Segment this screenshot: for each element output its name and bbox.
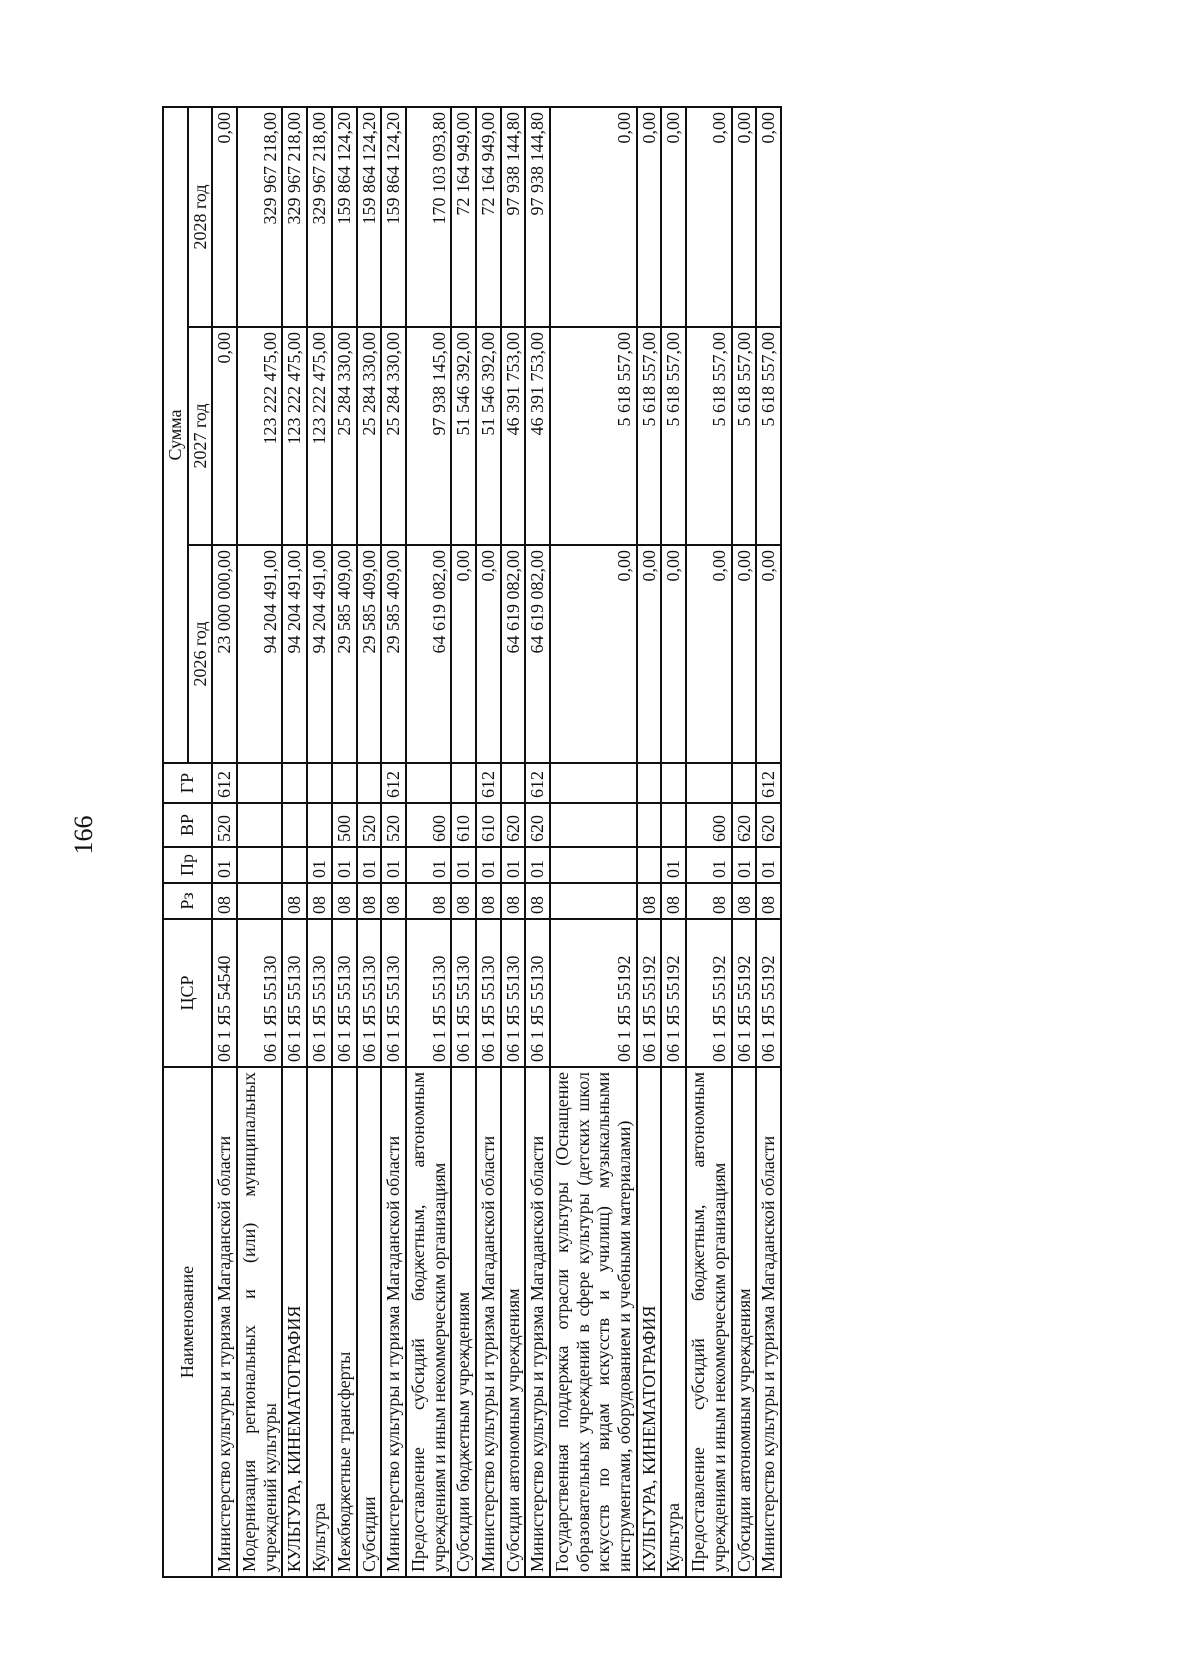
cell-gr: 612 (756, 763, 781, 803)
cell-gr: 612 (212, 763, 237, 803)
table-row (307, 107, 332, 1577)
cell-2027: 46 391 753,00 (525, 327, 550, 545)
cell-vr (637, 803, 662, 847)
cell-name: КУЛЬТУРА, КИНЕМАТОГРАФИЯ (637, 1067, 662, 1577)
cell-pr (637, 847, 662, 883)
cell-rz: 08 (381, 883, 406, 919)
header-2026: 2026 год (188, 545, 213, 763)
cell-csr: 06 1 Я5 55130 (525, 919, 550, 1067)
cell-gr (332, 763, 357, 803)
cell-vr: 620 (525, 803, 550, 847)
table-row (357, 107, 382, 1577)
cell-2026: 94 204 491,00 (237, 545, 282, 763)
cell-rz: 08 (637, 883, 662, 919)
cell-2028: 0,00 (756, 107, 781, 327)
cell-csr: 06 1 Я5 55192 (686, 919, 731, 1067)
header-pr: Пр (163, 847, 212, 883)
cell-pr: 01 (406, 847, 451, 883)
cell-csr: 06 1 Я5 55192 (637, 919, 662, 1067)
cell-vr (307, 803, 332, 847)
cell-2027: 5 618 557,00 (550, 327, 637, 545)
table-row (501, 107, 526, 1577)
cell-csr: 06 1 Я5 55130 (307, 919, 332, 1067)
cell-pr: 01 (381, 847, 406, 883)
cell-name: Министерство культуры и туризма Магаданской области (756, 1067, 781, 1577)
cell-rz: 08 (756, 883, 781, 919)
table-row (476, 107, 501, 1577)
cell-2026: 0,00 (661, 545, 686, 763)
cell-gr (451, 763, 476, 803)
cell-2028: 0,00 (686, 107, 731, 327)
cell-gr (282, 763, 307, 803)
cell-2027: 5 618 557,00 (686, 327, 731, 545)
cell-name: Предоставление субсидий бюджетным, автономным учреждениям и иным некоммерческим организациям (406, 1067, 451, 1577)
header-csr: ЦСР (163, 919, 212, 1067)
cell-2028: 170 103 093,80 (406, 107, 451, 327)
cell-pr (282, 847, 307, 883)
cell-rz (550, 883, 637, 919)
table-row (381, 107, 406, 1577)
cell-2026: 23 000 000,00 (212, 545, 237, 763)
cell-csr: 06 1 Я5 55130 (451, 919, 476, 1067)
cell-2028: 0,00 (732, 107, 757, 327)
cell-vr: 620 (756, 803, 781, 847)
cell-name: Министерство культуры и туризма Магаданской области (525, 1067, 550, 1577)
cell-name: Межбюджетные трансферты (332, 1067, 357, 1577)
cell-csr: 06 1 Я5 55130 (406, 919, 451, 1067)
cell-pr: 01 (732, 847, 757, 883)
cell-2026: 0,00 (476, 545, 501, 763)
cell-pr: 01 (686, 847, 731, 883)
cell-2026: 0,00 (756, 545, 781, 763)
cell-2026: 29 585 409,00 (332, 545, 357, 763)
cell-2028: 72 164 949,00 (476, 107, 501, 327)
table-header (163, 107, 212, 1577)
cell-csr: 06 1 Я5 55130 (476, 919, 501, 1067)
cell-name: Министерство культуры и туризма Магаданской области (476, 1067, 501, 1577)
cell-2028: 159 864 124,20 (332, 107, 357, 327)
header-sum: Сумма (163, 107, 188, 763)
cell-gr (732, 763, 757, 803)
cell-2028: 72 164 949,00 (451, 107, 476, 327)
cell-vr: 620 (732, 803, 757, 847)
cell-2026: 29 585 409,00 (357, 545, 382, 763)
table-row (451, 107, 476, 1577)
cell-name: Культура (661, 1067, 686, 1577)
cell-2027: 25 284 330,00 (381, 327, 406, 545)
cell-csr: 06 1 Я5 55130 (501, 919, 526, 1067)
cell-rz: 08 (661, 883, 686, 919)
cell-rz: 08 (406, 883, 451, 919)
header-2027: 2027 год (188, 327, 213, 545)
rotated-table-wrapper (162, 108, 1042, 1578)
cell-vr: 600 (406, 803, 451, 847)
cell-pr: 01 (357, 847, 382, 883)
table-row (661, 107, 686, 1577)
cell-gr: 612 (381, 763, 406, 803)
cell-gr (307, 763, 332, 803)
cell-vr (661, 803, 686, 847)
table-row (686, 107, 731, 1577)
budget-table (162, 106, 782, 1578)
cell-csr: 06 1 Я5 55130 (237, 919, 282, 1067)
table-row (637, 107, 662, 1577)
cell-vr: 500 (332, 803, 357, 847)
cell-2028: 97 938 144,80 (525, 107, 550, 327)
cell-gr (357, 763, 382, 803)
cell-2028: 159 864 124,20 (357, 107, 382, 327)
table-row (525, 107, 550, 1577)
cell-2027: 123 222 475,00 (282, 327, 307, 545)
cell-pr (237, 847, 282, 883)
cell-2028: 0,00 (637, 107, 662, 327)
cell-rz: 08 (357, 883, 382, 919)
cell-2028: 0,00 (212, 107, 237, 327)
cell-rz: 08 (686, 883, 731, 919)
cell-2027: 5 618 557,00 (661, 327, 686, 545)
cell-gr (637, 763, 662, 803)
cell-name: Предоставление субсидий бюджетным, автономным учреждениям и иным некоммерческим организациям (686, 1067, 731, 1577)
cell-gr: 612 (476, 763, 501, 803)
cell-2027: 97 938 145,00 (406, 327, 451, 545)
cell-2026: 29 585 409,00 (381, 545, 406, 763)
cell-gr (406, 763, 451, 803)
cell-name: Модернизация региональных и (или) муниципальных учреждений культуры (237, 1067, 282, 1577)
table-body (212, 107, 781, 1577)
cell-pr: 01 (307, 847, 332, 883)
cell-pr: 01 (501, 847, 526, 883)
cell-csr: 06 1 Я5 55130 (282, 919, 307, 1067)
cell-name: Субсидии бюджетным учреждениям (451, 1067, 476, 1577)
cell-pr: 01 (451, 847, 476, 883)
cell-vr: 520 (357, 803, 382, 847)
cell-gr (501, 763, 526, 803)
cell-rz: 08 (307, 883, 332, 919)
cell-rz: 08 (212, 883, 237, 919)
cell-pr (550, 847, 637, 883)
cell-pr: 01 (756, 847, 781, 883)
table-row (550, 107, 637, 1577)
cell-csr: 06 1 Я5 55130 (332, 919, 357, 1067)
cell-rz: 08 (476, 883, 501, 919)
cell-vr: 610 (476, 803, 501, 847)
cell-2026: 0,00 (451, 545, 476, 763)
cell-2028: 329 967 218,00 (282, 107, 307, 327)
cell-2026: 0,00 (732, 545, 757, 763)
cell-pr: 01 (212, 847, 237, 883)
cell-2027: 46 391 753,00 (501, 327, 526, 545)
cell-vr: 610 (451, 803, 476, 847)
cell-vr: 520 (381, 803, 406, 847)
cell-2026: 64 619 082,00 (525, 545, 550, 763)
table-row (756, 107, 781, 1577)
cell-2027: 0,00 (212, 327, 237, 545)
cell-2026: 0,00 (686, 545, 731, 763)
cell-2028: 329 967 218,00 (307, 107, 332, 327)
table-row (732, 107, 757, 1577)
cell-csr: 06 1 Я5 55130 (381, 919, 406, 1067)
header-gr: ГР (163, 763, 212, 803)
cell-pr: 01 (476, 847, 501, 883)
cell-vr (550, 803, 637, 847)
cell-gr (237, 763, 282, 803)
cell-vr: 600 (686, 803, 731, 847)
cell-name: Министерство культуры и туризма Магаданской области (212, 1067, 237, 1577)
cell-gr: 612 (525, 763, 550, 803)
cell-2027: 25 284 330,00 (357, 327, 382, 545)
header-name: Наименование (163, 1067, 212, 1577)
cell-rz: 08 (732, 883, 757, 919)
cell-name: Субсидии (357, 1067, 382, 1577)
cell-2026: 64 619 082,00 (406, 545, 451, 763)
cell-pr: 01 (525, 847, 550, 883)
cell-csr: 06 1 Я5 54540 (212, 919, 237, 1067)
cell-2027: 5 618 557,00 (637, 327, 662, 545)
cell-name: Государственная поддержка отрасли культуры (Оснащение образовательных учреждений в сфере культуры (детских школ искусств по видам искусств и училищ) музыкальными инструментами, оборудованием и учебными материалами) (550, 1067, 637, 1577)
cell-2027: 5 618 557,00 (732, 327, 757, 545)
table-row (237, 107, 282, 1577)
cell-gr (686, 763, 731, 803)
cell-gr (661, 763, 686, 803)
cell-vr (237, 803, 282, 847)
page-number: 166 (69, 815, 98, 855)
header-2028: 2028 год (188, 107, 213, 327)
cell-2026: 94 204 491,00 (307, 545, 332, 763)
cell-2026: 0,00 (550, 545, 637, 763)
cell-rz: 08 (451, 883, 476, 919)
cell-2026: 64 619 082,00 (501, 545, 526, 763)
cell-name: КУЛЬТУРА, КИНЕМАТОГРАФИЯ (282, 1067, 307, 1577)
cell-rz (237, 883, 282, 919)
cell-vr: 620 (501, 803, 526, 847)
cell-csr: 06 1 Я5 55130 (357, 919, 382, 1067)
cell-csr: 06 1 Я5 55192 (732, 919, 757, 1067)
header-rz: Рз (163, 883, 212, 919)
cell-2027: 51 546 392,00 (451, 327, 476, 545)
cell-csr: 06 1 Я5 55192 (661, 919, 686, 1067)
cell-rz: 08 (282, 883, 307, 919)
cell-vr (282, 803, 307, 847)
cell-gr (550, 763, 637, 803)
cell-2027: 25 284 330,00 (332, 327, 357, 545)
table-row (212, 107, 237, 1577)
table-row (406, 107, 451, 1577)
cell-2027: 123 222 475,00 (307, 327, 332, 545)
cell-pr: 01 (332, 847, 357, 883)
cell-2027: 51 546 392,00 (476, 327, 501, 545)
cell-csr: 06 1 Я5 55192 (550, 919, 637, 1067)
cell-2026: 94 204 491,00 (282, 545, 307, 763)
cell-pr: 01 (661, 847, 686, 883)
cell-2028: 159 864 124,20 (381, 107, 406, 327)
cell-2028: 0,00 (550, 107, 637, 327)
cell-rz: 08 (501, 883, 526, 919)
header-vr: ВР (163, 803, 212, 847)
cell-csr: 06 1 Я5 55192 (756, 919, 781, 1067)
cell-2028: 0,00 (661, 107, 686, 327)
cell-rz: 08 (525, 883, 550, 919)
cell-vr: 520 (212, 803, 237, 847)
cell-name: Субсидии автономным учреждениям (732, 1067, 757, 1577)
table-row (332, 107, 357, 1577)
cell-2027: 5 618 557,00 (756, 327, 781, 545)
cell-name: Субсидии автономным учреждениям (501, 1067, 526, 1577)
cell-name: Культура (307, 1067, 332, 1577)
table-row (282, 107, 307, 1577)
cell-2027: 123 222 475,00 (237, 327, 282, 545)
cell-2028: 329 967 218,00 (237, 107, 282, 327)
cell-2026: 0,00 (637, 545, 662, 763)
cell-2028: 97 938 144,80 (501, 107, 526, 327)
cell-name: Министерство культуры и туризма Магаданской области (381, 1067, 406, 1577)
cell-rz: 08 (332, 883, 357, 919)
